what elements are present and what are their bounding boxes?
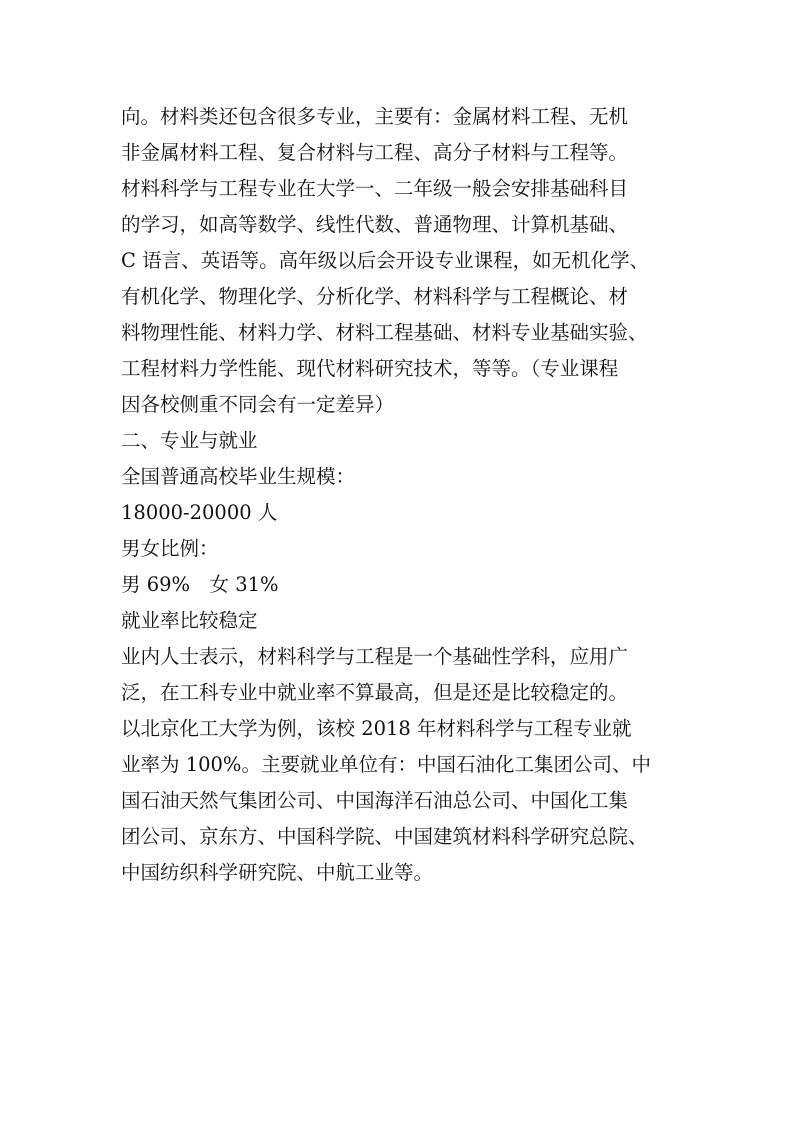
text-line: 以北京化工大学为例，该校 2018 年材料科学与工程专业就 [121, 717, 632, 740]
gender-ratio-value: 男 69% 女 31% [121, 573, 279, 596]
text-line: 材料科学与工程专业在大学一、二年级一般会安排基础科目 [121, 177, 629, 200]
text-line: 业内人士表示，材料科学与工程是一个基础性学科，应用广 [121, 645, 629, 668]
text-line: 的学习，如高等数学、线性代数、普通物理、计算机基础、 [121, 213, 629, 236]
text-line: C 语言、英语等。高年级以后会开设专业课程，如无机化学、 [121, 249, 650, 272]
body-text [121, 99, 683, 891]
text-line: 工程材料力学性能、现代材料研究技术，等等。（专业课程 [121, 357, 619, 380]
text-line: 团公司、京东方、中国科学院、中国建筑材料科学研究总院、 [121, 825, 648, 848]
graduate-scale-value: 18000-20000 人 [121, 501, 278, 524]
employment-subheading: 就业率比较稳定 [121, 609, 258, 632]
text-line: 中国纺织科学研究院、中航工业等。 [121, 861, 434, 884]
graduate-scale-label: 全国普通高校毕业生规模： [121, 465, 356, 488]
text-line: 料物理性能、材料力学、材料工程基础、材料专业基础实验、 [121, 321, 648, 344]
text-line: 向。材料类还包含很多专业，主要有：金属材料工程、无机 [121, 105, 629, 128]
section-heading: 二、专业与就业 [121, 429, 258, 452]
text-line: 因各校侧重不同会有一定差异） [121, 393, 395, 416]
text-line: 非金属材料工程、复合材料与工程、高分子材料与工程等。 [121, 141, 629, 164]
gender-ratio-label: 男女比例： [121, 537, 219, 560]
text-line: 业率为 100%。主要就业单位有：中国石油化工集团公司、中 [121, 753, 651, 776]
text-line: 泛，在工科专业中就业率不算最高，但是还是比较稳定的。 [121, 681, 629, 704]
text-line: 国石油天然气集团公司、中国海洋石油总公司、中国化工集 [121, 789, 629, 812]
text-line: 有机化学、物理化学、分析化学、材料科学与工程概论、材 [121, 285, 629, 308]
